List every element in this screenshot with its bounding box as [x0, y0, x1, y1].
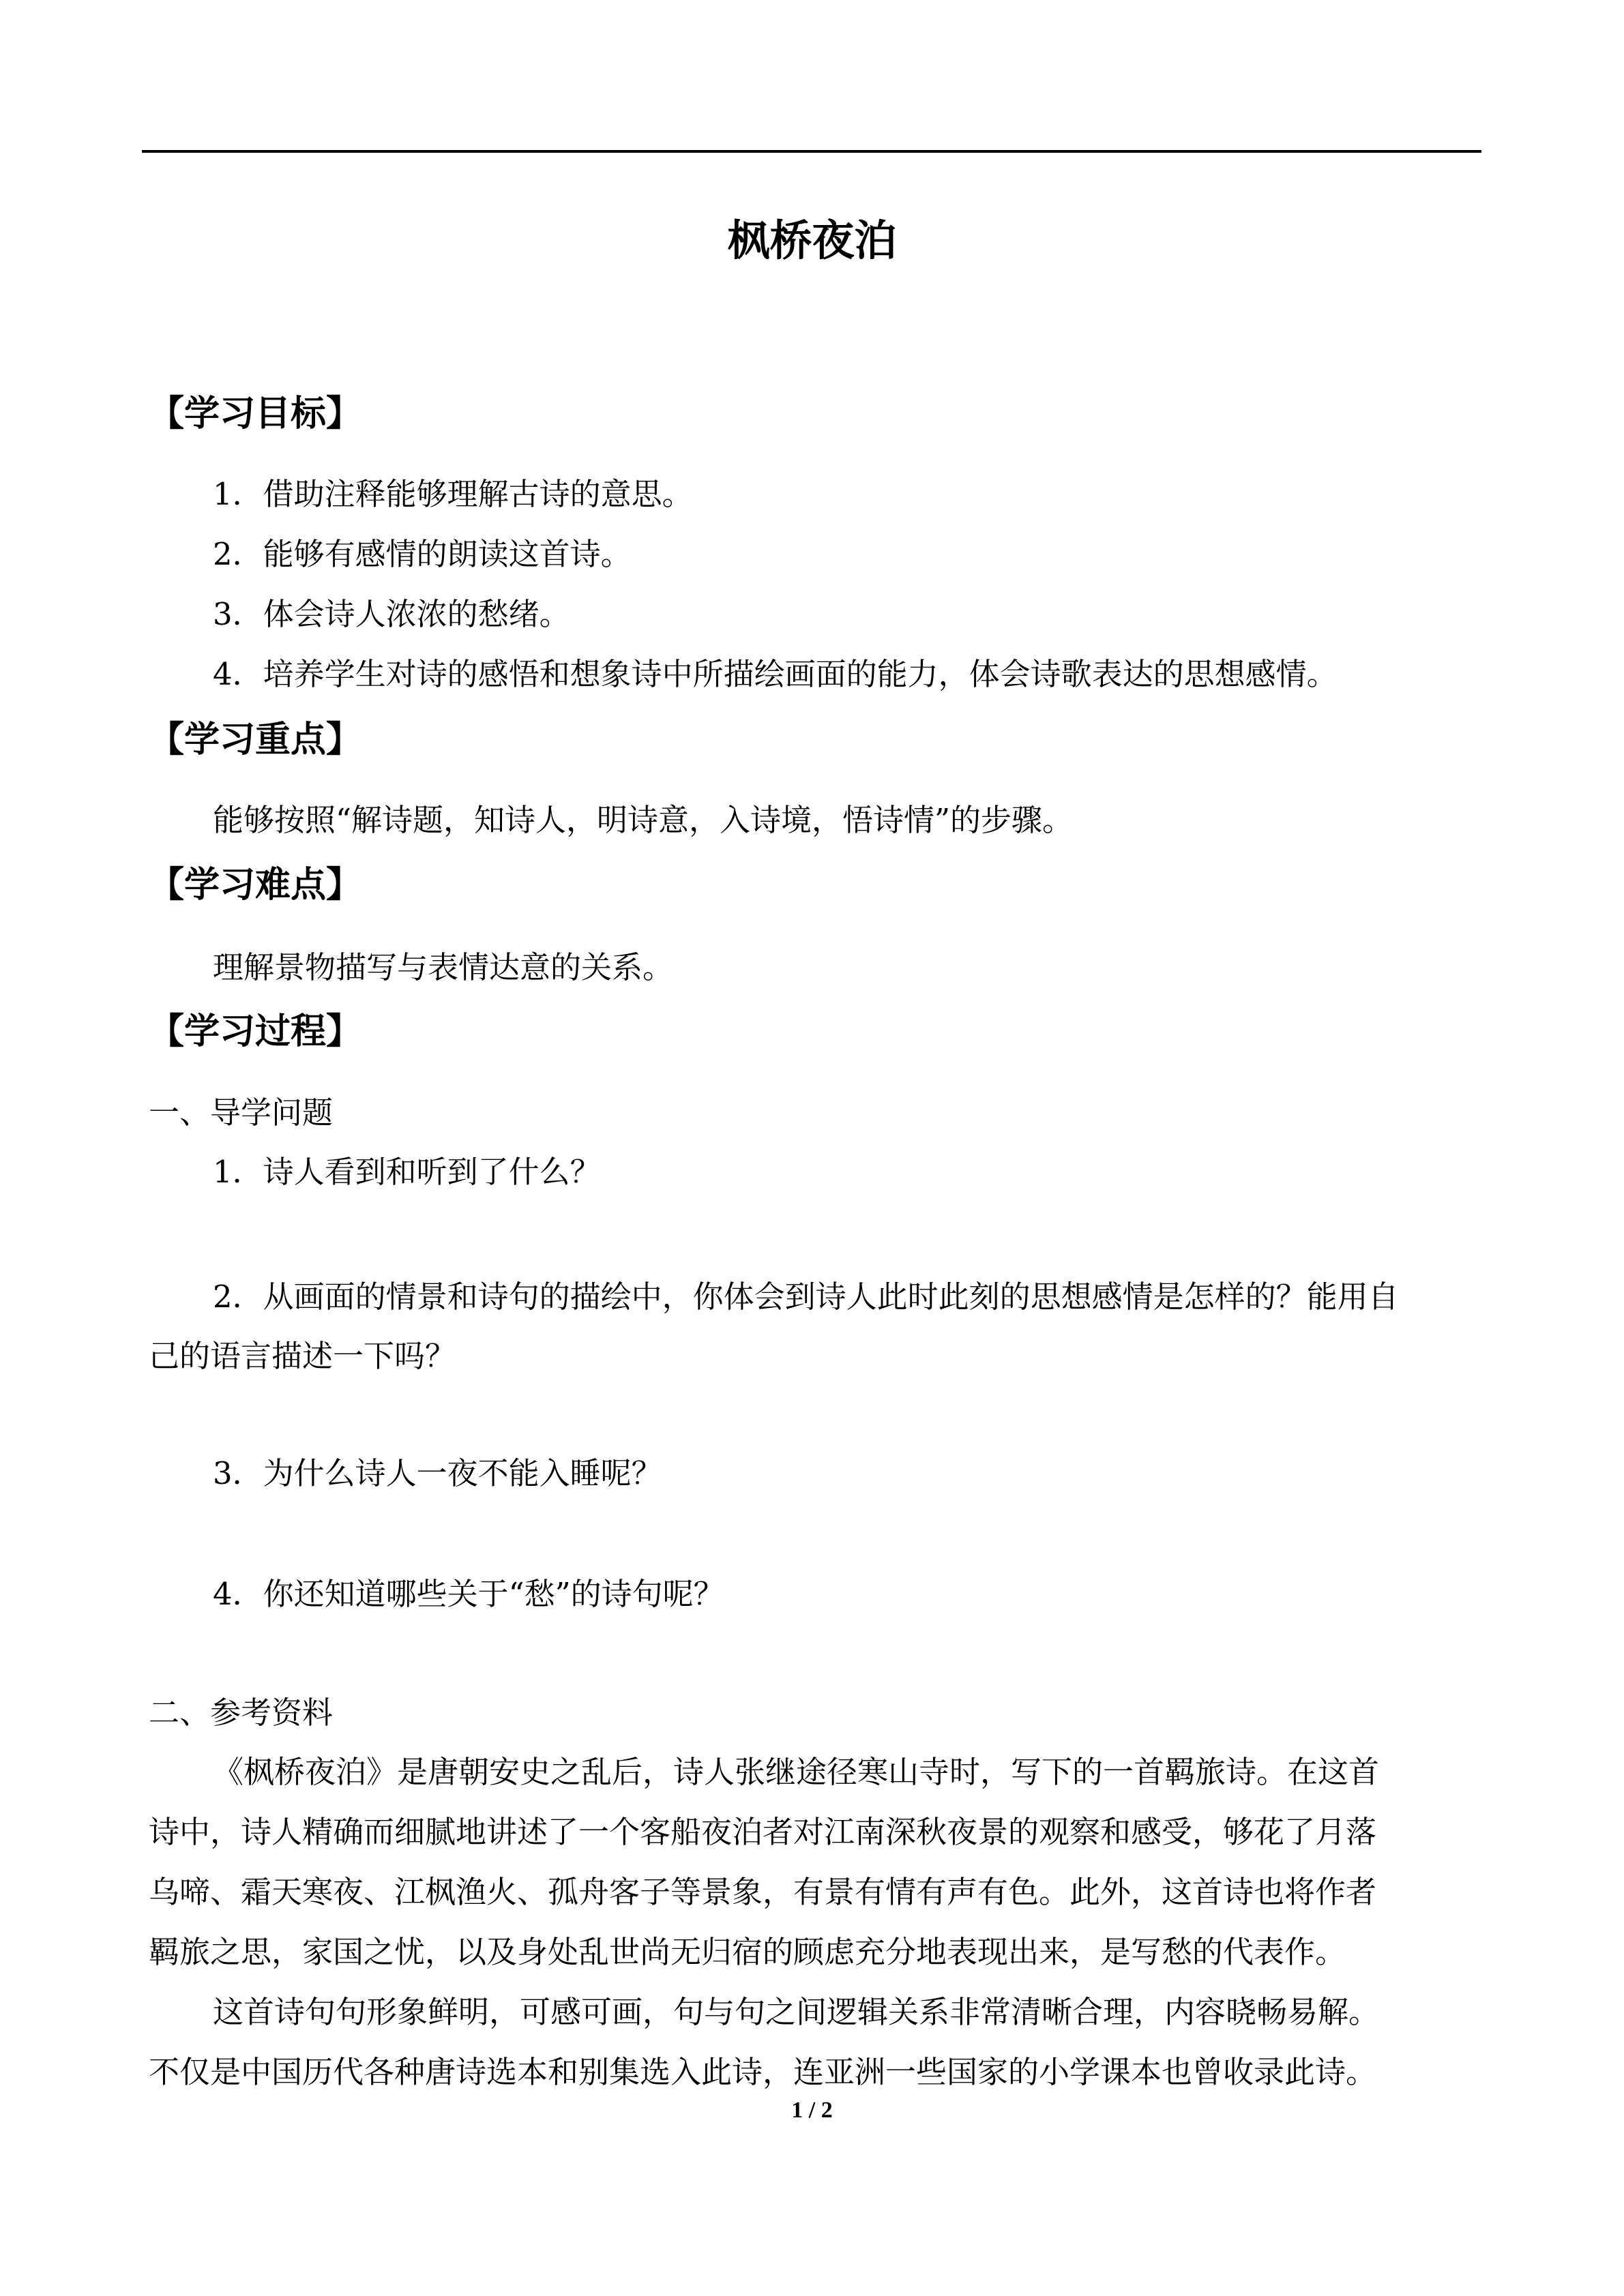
question-2-line-2: 己的语言描述一下吗？	[149, 1338, 456, 1374]
reference-para2-line-1: 这首诗句句形象鲜明，可感可画，句与句之间逻辑关系非常清晰合理，内容晓畅易解。	[213, 1994, 1380, 2030]
reference-para1-line-2: 诗中，诗人精确而细腻地讲述了一个客船夜泊者对江南深秋夜景的观察和感受，够花了月落	[149, 1814, 1377, 1850]
section-heading-process: 【学习过程】	[149, 1011, 362, 1052]
reference-para1-line-3: 乌啼、霜天寒夜、江枫渔火、孤舟客子等景象，有景有情有声有色。此外，这首诗也将作者	[149, 1874, 1377, 1910]
document-title: 枫桥夜泊	[727, 215, 897, 265]
section-heading-difficulties: 【学习难点】	[149, 865, 362, 906]
page-number: 1 / 2	[791, 2098, 833, 2123]
part1-label: 一、导学问题	[149, 1094, 334, 1131]
question-4: 4．你还知道哪些关于“愁”的诗句呢？	[213, 1576, 724, 1612]
key-points-text: 能够按照“解诗题，知诗人，明诗意，入诗境，悟诗情”的步骤。	[213, 802, 1074, 838]
difficulties-text: 理解景物描写与表情达意的关系。	[213, 949, 674, 985]
question-1: 1．诗人看到和听到了什么？	[213, 1154, 601, 1190]
goal-item-4: 4．培养学生对诗的感悟和想象诗中所描绘画面的能力，体会诗歌表达的思想感情。	[213, 656, 1338, 692]
goal-item-2: 2．能够有感情的朗读这首诗。	[213, 536, 632, 572]
section-heading-goals: 【学习目标】	[149, 393, 362, 434]
part2-label: 二、参考资料	[149, 1695, 334, 1731]
goal-item-3: 3．体会诗人浓浓的愁绪。	[213, 596, 570, 632]
header-rule	[142, 150, 1481, 153]
question-3: 3．为什么诗人一夜不能入睡呢？	[213, 1455, 662, 1491]
reference-para1-line-4: 羁旅之思，家国之忧，以及身处乱世尚无归宿的顾虑充分地表现出来，是写愁的代表作。	[149, 1934, 1346, 1970]
section-heading-key-points: 【学习重点】	[149, 719, 362, 760]
reference-para2-line-2: 不仅是中国历代各种唐诗选本和别集选入此诗，连亚洲一些国家的小学课本也曾收录此诗。	[149, 2054, 1377, 2090]
reference-para1-line-1: 《枫桥夜泊》是唐朝安史之乱后，诗人张继途径寒山寺时，写下的一首羁旅诗。在这首	[213, 1754, 1380, 1790]
question-2-line-1: 2．从画面的情景和诗句的描绘中，你体会到诗人此时此刻的思想感情是怎样的？能用自	[213, 1279, 1399, 1315]
goal-item-1: 1．借助注释能够理解古诗的意思。	[213, 476, 693, 512]
